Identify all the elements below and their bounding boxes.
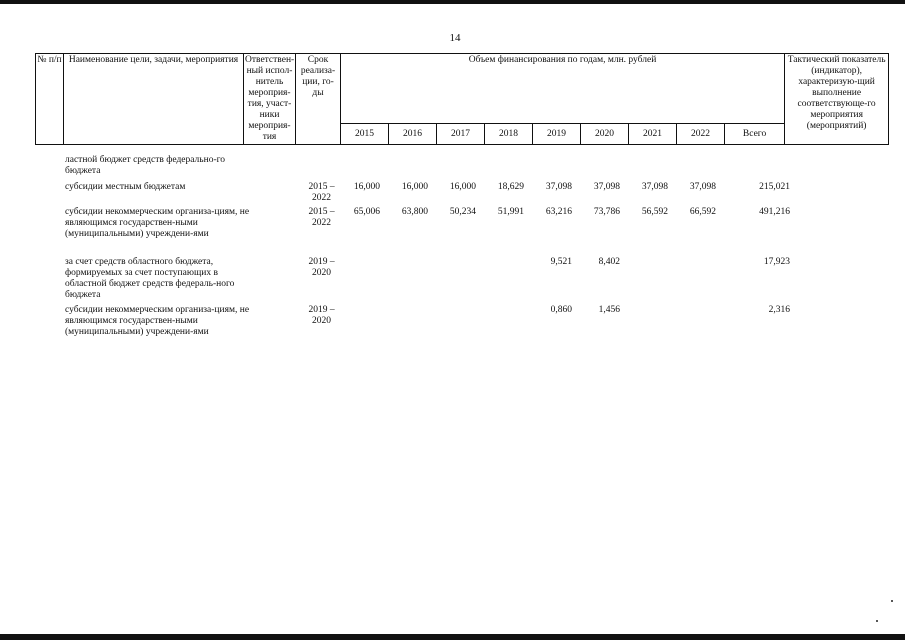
row-name: субсидии некоммерческим организа-циям, не являющимся государствен-ными (муниципальными) учреждени-ями [65,305,250,337]
scan-bottom-edge [0,634,905,640]
page-number: 14 [449,32,461,44]
header-year-2019: 2019 [533,124,581,145]
value-2020: 8,402 [598,257,620,267]
value-2017: 50,234 [449,207,476,217]
header-year-2015: 2015 [341,124,389,145]
header-year-2021: 2021 [629,124,677,145]
header-total: Всего [725,124,785,145]
header-col-indicator: Тактический показатель (индикатор), характеризую-щий выполнение соответствующе-го мероприятия (мероприятий) [785,54,889,145]
value-2021: 37,098 [641,182,668,192]
header-year-2022: 2022 [677,124,725,145]
value-2019: 9,521 [550,257,572,267]
value-2017: 16,000 [449,182,476,192]
value-2019: 63,216 [545,207,572,217]
scan-speck [891,600,893,602]
header-year-2020: 2020 [581,124,629,145]
value-2018: 18,629 [497,182,524,192]
header-col-term: Срок реализа-ции, го-ды [296,54,341,145]
row-name: ластной бюджет средств федерально-го бюджета [65,155,226,176]
row-period: 2019 – 2020 [308,257,335,278]
header-year-2016: 2016 [389,124,437,145]
value-total: 215,021 [759,182,790,192]
header-table [35,53,889,145]
scan-speck [876,620,878,622]
value-2018: 51,991 [497,207,524,217]
row-name: за счет средств областного бюджета, формируемых за счет поступающих в областной бюджет средств федераль-ного бюджета [65,257,235,300]
header-col-name: Наименование цели, задачи, мероприятия [64,54,244,145]
value-2020: 73,786 [593,207,620,217]
row-name: субсидии местным бюджетам [65,182,186,192]
value-2015: 65,006 [353,207,380,217]
value-total: 2,316 [768,305,790,315]
value-2021: 56,592 [641,207,668,217]
header-year-2017: 2017 [437,124,485,145]
value-2015: 16,000 [353,182,380,192]
value-2016: 16,000 [401,182,428,192]
value-2020: 37,098 [593,182,620,192]
value-2019: 0,860 [550,305,572,315]
value-2022: 37,098 [689,182,716,192]
value-2020: 1,456 [598,305,620,315]
row-period: 2015 – 2022 [308,182,335,203]
row-name: субсидии некоммерческим организа-циям, не являющимся государствен-ными (муниципальными) учреждени-ями [65,207,250,239]
value-total: 491,216 [759,207,790,217]
value-total: 17,923 [763,257,790,267]
value-2022: 66,592 [689,207,716,217]
header-col-funding: Объем финансирования по годам, млн. рублей [341,54,785,124]
header-col-number: № п/п [36,54,64,145]
scan-top-edge [0,0,905,4]
header-col-responsible: Ответствен-ный испол-нитель мероприя-тия, участ-ники мероприя-тия [244,54,296,145]
header-year-2018: 2018 [485,124,533,145]
row-period: 2015 – 2022 [308,207,335,228]
value-2019: 37,098 [545,182,572,192]
value-2016: 63,800 [401,207,428,217]
row-period: 2019 – 2020 [308,305,335,326]
